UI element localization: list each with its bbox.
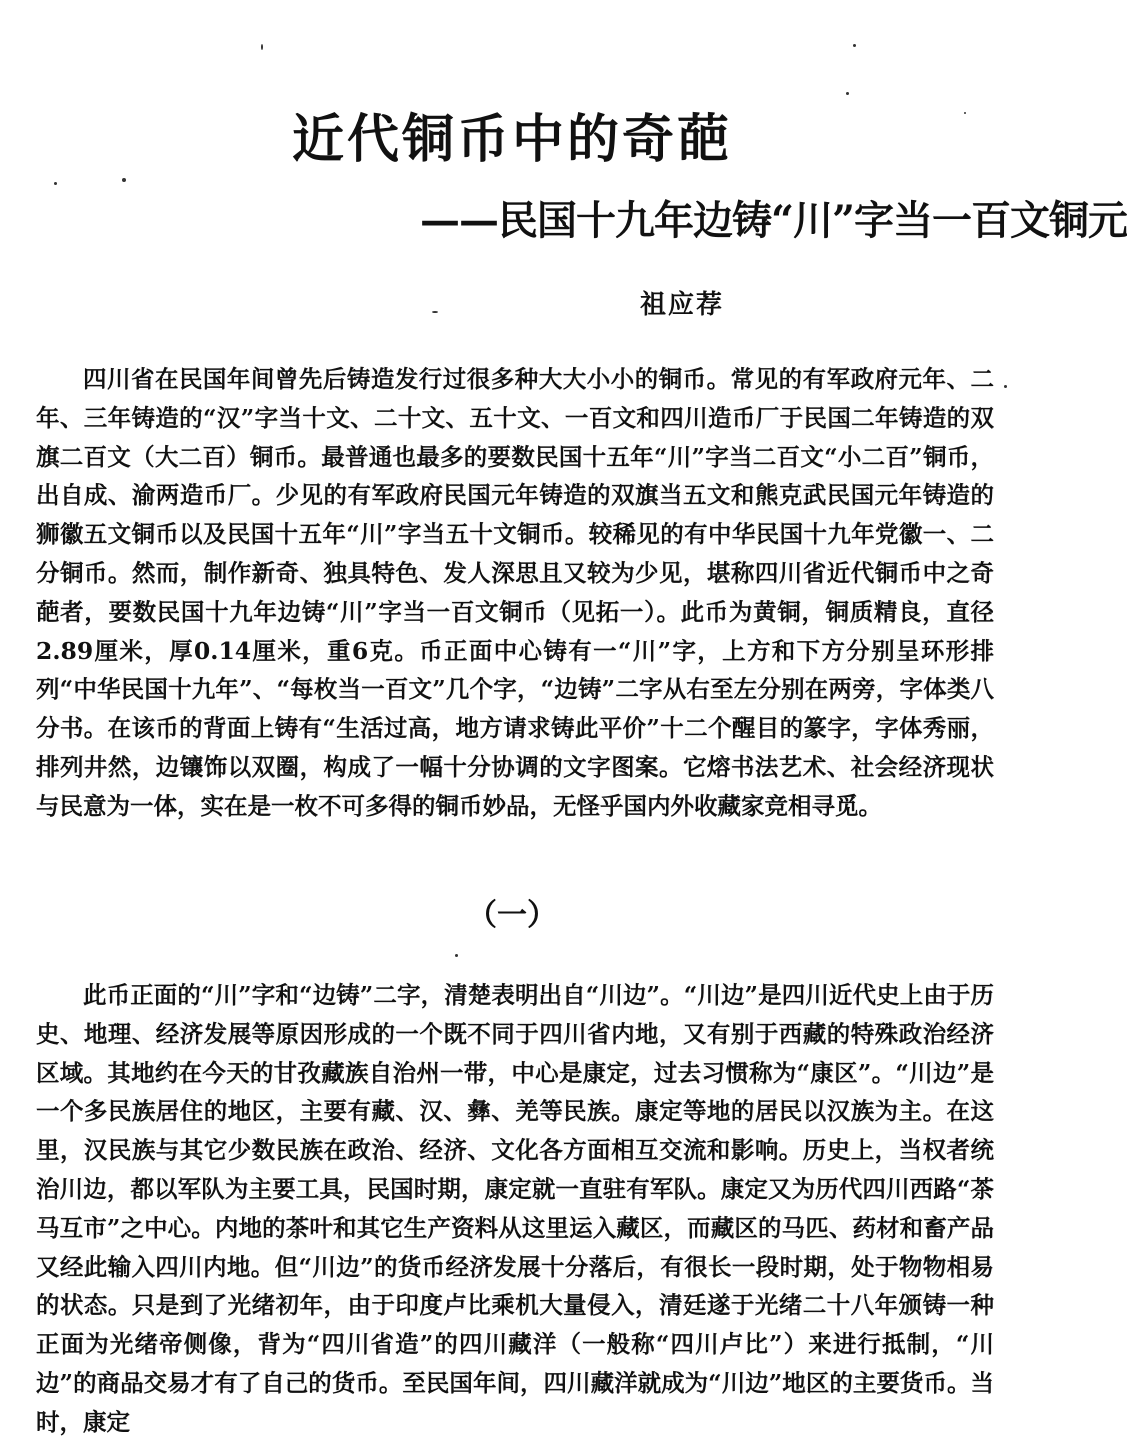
scan-speck bbox=[1004, 385, 1007, 388]
scan-speck bbox=[853, 44, 856, 47]
scan-speck bbox=[432, 311, 438, 313]
scan-speck bbox=[846, 92, 849, 95]
intro-paragraph: 四川省在民国年间曾先后铸造发行过很多种大大小小的铜币。常见的有军政府元年、二年、三年铸造的“汉”字当十文、二十文、五十文、一百文和四川造币厂于民国二年铸造的双旗二百文（大二百）铜币。最普通也最多的要数民国十五年“川”字当二百文“小二百”铜币，出自成、渝两造币厂。少见的有军政府民国元年铸造的双旗当五文和熊克武民国元年铸造的狮徽五文铜币以及民国十五年“川”字当五十文铜币。较稀见的有中华民国十九年党徽一、二分铜币。然而，制作新奇、独具特色、发人深思且又较为少见，堪称四川省近代铜币中之奇葩者，要数民国十九年边铸“川”字当一百文铜币（见拓一）。此币为黄铜，铜质精良，直径2.89厘米，厚0.14厘米，重6克。币正面中心铸有一“川”字，上方和下方分别呈环形排列“中华民国十九年”、“每枚当一百文”几个字，“边铸”二字从右至左分别在两旁，字体类八分书。在该币的背面上铸有“生活过高，地方请求铸此平价”十二个醒目的篆字，字体秀丽，排列井然，边镶饰以双圈，构成了一幅十分协调的文字图案。它熔书法艺术、社会经济现状与民意为一体，实在是一枚不可多得的铜币妙品，无怪乎国内外收藏家竞相寻觅。 bbox=[36, 365, 994, 820]
article-title: 近代铜币中的奇葩 bbox=[291, 109, 732, 170]
scan-speck bbox=[261, 44, 263, 50]
section-one-paragraph: 此币正面的“川”字和“边铸”二字，清楚表明出自“川边”。“川边”是四川近代史上由于历史、地理、经济发展等原因形成的一个既不同于四川省内地，又有别于西藏的特殊政治经济区域。其地约在今天的甘孜藏族自治州一带，中心是康定，过去习惯称为“康区”。“川边”是一个多民族居住的地区，主要有藏、汉、彝、羌等民族。康定等地的居民以汉族为主。在这里，汉民族与其它少数民族在政治、经济、文化各方面相互交流和影响。历史上，当权者统治川边，都以军队为主要工具，民国时期，康定就一直驻有军队。康定又为历代四川西路“茶马互市”之中心。内地的茶叶和其它生产资料从这里运入藏区，而藏区的马匹、药材和畜产品又经此输入四川内地。但“川边”的货币经济发展十分落后，有很长一段时期，处于物物相易的状态。只是到了光绪初年，由于印度卢比乘机大量侵入，清廷遂于光绪二十八年颁铸一种正面为光绪帝侧像，背为“四川省造”的四川藏洋（一般称“四川卢比”）来进行抵制，“川边”的商品交易才有了自己的货币。至民国年间，四川藏洋就成为“川边”地区的主要货币。当时，康定 bbox=[36, 981, 994, 1436]
section-number: （一） bbox=[467, 898, 557, 933]
article-subtitle: ——民国十九年边铸“川”字当一百文铜元 bbox=[420, 197, 1127, 244]
scan-speck bbox=[54, 182, 57, 185]
scan-speck bbox=[964, 112, 966, 114]
scan-speck bbox=[455, 954, 458, 957]
scan-speck bbox=[122, 178, 126, 182]
article-author: 祖应荐 bbox=[640, 290, 725, 320]
